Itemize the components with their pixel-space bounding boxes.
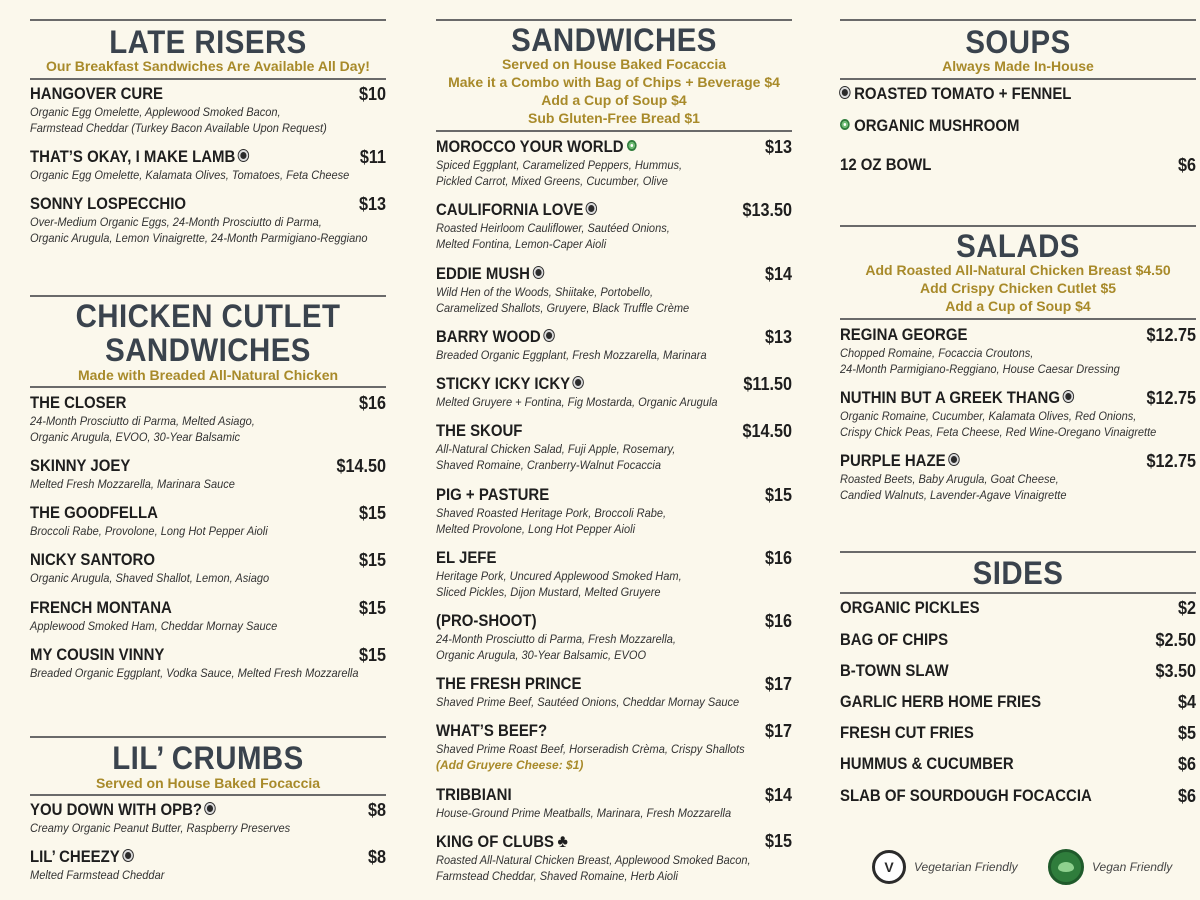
item-description: Melted Provolone, Long Hot Pepper Aioli	[436, 522, 636, 536]
item-name: THE GOODFELLA	[30, 503, 158, 522]
item-price: $2	[1177, 598, 1196, 618]
legend-label: Vegan Friendly	[1092, 860, 1173, 874]
item-name-text: THAT’S OKAY, I MAKE LAMB	[30, 147, 236, 166]
section-title-soups: SOUPS	[965, 24, 1071, 60]
side-item	[840, 692, 1196, 712]
item-description: Applewood Smoked Ham, Cheddar Mornay Sauce	[30, 619, 278, 633]
divider	[840, 318, 1196, 320]
section-subtitle: Made with Breaded All-Natural Chicken	[77, 367, 339, 383]
menu-item	[436, 674, 792, 710]
item-description: Creamy Organic Peanut Butter, Raspberry Preserves	[30, 821, 291, 835]
item-price: $6	[1177, 786, 1196, 806]
vegetarian-icon	[239, 150, 249, 161]
vegetarian-icon	[587, 203, 597, 214]
item-name: (PRO-SHOOT)	[436, 611, 537, 630]
item-description: Melted Farmstead Cheddar	[30, 868, 165, 882]
column-right	[840, 0, 1196, 900]
item-name: HANGOVER CURE	[30, 84, 163, 103]
legend-vegetarian	[872, 850, 1018, 884]
item-description: Organic Egg Omelette, Kalamata Olives, Tomatoes, Feta Cheese	[30, 168, 350, 182]
item-name	[436, 264, 543, 284]
item-description: Shaved Romaine, Cranberry-Walnut Focaccia	[436, 458, 661, 472]
item-description: Candied Walnuts, Lavender-Agave Vinaigrette	[840, 488, 1067, 502]
menu-item	[30, 503, 386, 539]
divider	[30, 78, 386, 80]
item-name-text: PURPLE HAZE	[840, 451, 946, 470]
item-description: Heritage Pork, Uncured Applewood Smoked Ham,	[436, 569, 682, 583]
item-price: $15	[764, 485, 792, 505]
section-subtitle: Add Crispy Chicken Cutlet $5	[919, 280, 1117, 296]
menu-item	[436, 485, 792, 537]
item-description: Shaved Prime Roast Beef, Horseradish Crèma, Crispy Shallots	[436, 742, 745, 756]
divider	[840, 592, 1196, 594]
menu-item	[30, 147, 386, 183]
item-description: Organic Romaine, Cucumber, Kalamata Olives, Red Onions,	[840, 409, 1137, 423]
item-name-text: MOROCCO YOUR WORLD	[436, 137, 624, 156]
item-name	[840, 84, 1071, 104]
item-name-text: NUTHIN BUT A GREEK THANG	[840, 388, 1060, 407]
item-note: (Add Gruyere Cheese: $1)	[436, 758, 584, 772]
vegetarian-icon	[574, 377, 584, 388]
menu-item	[436, 200, 792, 252]
section-title-chicken-cutlet: CHICKEN CUTLET	[75, 298, 341, 334]
item-description: House-Ground Prime Meatballs, Marinara, Fresh Mozzarella	[436, 806, 732, 820]
item-price: $11	[359, 147, 386, 167]
menu-item	[436, 374, 792, 410]
menu-item	[30, 550, 386, 586]
side-item	[840, 598, 1196, 618]
item-description: Pickled Carrot, Mixed Greens, Cucumber, Olive	[436, 174, 668, 188]
item-name: B-TOWN SLAW	[840, 661, 949, 680]
divider	[436, 19, 792, 21]
item-name: REGINA GEORGE	[840, 325, 968, 344]
item-price: $17	[764, 674, 792, 694]
item-name-text: LIL’ CHEEZY	[30, 847, 120, 866]
item-name	[840, 116, 1019, 136]
side-item	[840, 630, 1196, 650]
section-subtitle: Served on House Baked Focaccia	[501, 56, 727, 72]
section-subtitle: Sub Gluten-Free Bread $1	[528, 110, 700, 126]
divider	[840, 551, 1196, 553]
item-price: $3.50	[1155, 661, 1196, 681]
item-name	[436, 374, 583, 394]
item-price: $4	[1177, 692, 1196, 712]
item-description: Farmstead Cheddar, Shaved Romaine, Herb Aioli	[436, 869, 678, 883]
section-title-sides: SIDES	[972, 555, 1064, 591]
item-description: Chopped Romaine, Focaccia Croutons,	[840, 346, 1034, 360]
item-name: MY COUSIN VINNY	[30, 645, 165, 664]
item-description: Roasted Beets, Baby Arugula, Goat Cheese,	[840, 472, 1059, 486]
item-name: ORGANIC PICKLES	[840, 598, 980, 617]
item-name-text: YOU DOWN WITH OPB?	[30, 800, 203, 819]
item-name	[840, 451, 959, 471]
item-description: Wild Hen of the Woods, Shiitake, Portobello,	[436, 285, 654, 299]
soup-item	[840, 84, 1196, 104]
item-price: $6	[1177, 754, 1196, 774]
column-middle	[436, 0, 792, 900]
soup-item	[840, 116, 1196, 136]
item-description: Organic Egg Omelette, Applewood Smoked Bacon,	[30, 105, 281, 119]
item-name: SONNY LOSPECCHIO	[30, 194, 187, 213]
menu-item	[436, 421, 792, 473]
item-price: $13	[764, 137, 792, 157]
item-name	[436, 831, 568, 852]
item-price: $13	[358, 194, 386, 214]
vegetarian-icon	[544, 330, 554, 341]
item-price: $15	[358, 645, 386, 665]
item-description: Roasted Heirloom Cauliflower, Sautéed Onions,	[436, 221, 670, 235]
item-name-text: CAULIFORNIA LOVE	[436, 200, 584, 219]
item-price: $8	[367, 847, 386, 867]
section-subtitle: Our Breakfast Sandwiches Are Available All Day!	[46, 58, 370, 74]
item-price: $8	[367, 800, 386, 820]
divider	[436, 130, 792, 132]
item-name	[436, 200, 597, 220]
side-item	[840, 661, 1196, 681]
divider	[840, 225, 1196, 227]
item-name	[30, 800, 215, 820]
legend-label: Vegetarian Friendly	[914, 860, 1018, 874]
item-description: Organic Arugula, 30-Year Balsamic, EVOO	[436, 648, 647, 662]
menu-item	[30, 456, 386, 492]
vegan-icon	[627, 140, 637, 151]
item-description: Melted Gruyere + Fontina, Fig Mostarda, Organic Arugula	[436, 395, 718, 409]
item-description: 24-Month Parmigiano-Reggiano, House Caesar Dressing	[840, 362, 1120, 376]
vegan-icon	[840, 119, 850, 130]
menu-item	[30, 194, 386, 246]
section-subtitle: Served on House Baked Focaccia	[95, 775, 321, 791]
item-name: SKINNY JOEY	[30, 456, 131, 475]
item-description: Breaded Organic Eggplant, Fresh Mozzarella, Marinara	[436, 348, 707, 362]
menu-item	[436, 137, 792, 189]
menu-item	[436, 264, 792, 316]
divider	[30, 794, 386, 796]
item-description: Spiced Eggplant, Caramelized Peppers, Hummus,	[436, 158, 683, 172]
vegetarian-icon	[533, 267, 543, 278]
divider	[30, 386, 386, 388]
side-item	[840, 723, 1196, 743]
item-price: $12.75	[1146, 451, 1196, 471]
item-name: THE SKOUF	[436, 421, 523, 440]
menu-item	[436, 785, 792, 821]
item-price: $14	[764, 785, 792, 805]
item-description: Melted Fontina, Lemon-Caper Aioli	[436, 237, 607, 251]
menu-item	[30, 393, 386, 445]
item-price: $16	[358, 393, 386, 413]
item-description: Organic Arugula, Shaved Shallot, Lemon, Asiago	[30, 571, 270, 585]
item-price: $6	[1177, 155, 1196, 175]
section-subtitle: Add Roasted All-Natural Chicken Breast $4.50	[865, 262, 1171, 278]
item-price: $16	[764, 548, 792, 568]
item-name-text: ORGANIC MUSHROOM	[854, 116, 1020, 135]
side-item	[840, 786, 1196, 806]
item-price: $12.75	[1146, 325, 1196, 345]
menu-item	[30, 598, 386, 634]
item-description: Farmstead Cheddar (Turkey Bacon Available Upon Request)	[30, 121, 327, 135]
section-title-sandwiches: SANDWICHES	[511, 22, 717, 58]
item-name: THE FRESH PRINCE	[436, 674, 582, 693]
divider	[30, 295, 386, 297]
item-name: GARLIC HERB HOME FRIES	[840, 692, 1042, 711]
item-name: THE CLOSER	[30, 393, 127, 412]
item-name: NICKY SANTORO	[30, 550, 155, 569]
soup-bowl	[840, 155, 1196, 175]
section-subtitle: Add a Cup of Soup $4	[945, 298, 1091, 314]
item-description: Sliced Pickles, Dijon Mustard, Melted Gruyere	[436, 585, 661, 599]
item-name: HUMMUS & CUCUMBER	[840, 754, 1014, 773]
item-name	[840, 388, 1073, 408]
menu-item	[436, 721, 792, 773]
section-subtitle: Add a Cup of Soup $4	[541, 92, 687, 108]
vegetarian-icon	[206, 803, 216, 814]
section-title-lil-crumbs: LIL’ CRUMBS	[112, 740, 304, 776]
item-price: $2.50	[1155, 630, 1196, 650]
section-title-chicken-cutlet-line2: SANDWICHES	[105, 332, 311, 368]
vegetarian-badge-letter: V	[884, 859, 894, 875]
vegetarian-icon	[840, 87, 850, 98]
section-subtitle: Make it a Combo with Bag of Chips + Beverage $4	[448, 74, 780, 90]
item-description: Shaved Roasted Heritage Pork, Broccoli Rabe,	[436, 506, 667, 520]
vegetarian-icon	[1063, 391, 1073, 402]
item-price: $14.50	[742, 421, 792, 441]
vegetarian-icon	[949, 454, 959, 465]
item-description: Roasted All-Natural Chicken Breast, Applewood Smoked Bacon,	[436, 853, 751, 867]
menu-item	[30, 84, 386, 136]
item-price: $15	[358, 598, 386, 618]
item-name	[30, 147, 249, 167]
item-price: $17	[764, 721, 792, 741]
item-name: BAG OF CHIPS	[840, 630, 949, 649]
item-price: $15	[764, 831, 792, 851]
item-price: $13	[764, 327, 792, 347]
menu-item	[840, 325, 1196, 377]
item-description: Melted Fresh Mozzarella, Marinara Sauce	[30, 477, 235, 491]
item-price: $5	[1177, 723, 1196, 743]
menu-item	[436, 327, 792, 363]
item-price: $10	[358, 84, 386, 104]
divider	[30, 736, 386, 738]
item-name	[436, 327, 554, 347]
section-subtitle: Always Made In-House	[942, 58, 1094, 74]
divider	[840, 19, 1196, 21]
item-description: Over-Medium Organic Eggs, 24-Month Prosciutto di Parma,	[30, 215, 322, 229]
item-price: $12.75	[1146, 388, 1196, 408]
item-price: $16	[764, 611, 792, 631]
item-description: Organic Arugula, Lemon Vinaigrette, 24-Month Parmigiano-Reggiano	[30, 231, 368, 245]
section-title-late-risers: LATE RISERS	[109, 24, 307, 60]
item-name: EL JEFE	[436, 548, 497, 567]
item-description: Breaded Organic Eggplant, Vodka Sauce, Melted Fresh Mozzarella	[30, 666, 359, 680]
item-name-text: EDDIE MUSH	[436, 264, 530, 283]
item-name	[436, 137, 637, 157]
item-price: $15	[358, 550, 386, 570]
item-price: $14.50	[336, 456, 386, 476]
item-description: Organic Arugula, EVOO, 30-Year Balsamic	[30, 430, 241, 444]
item-price: $13.50	[742, 200, 792, 220]
item-name: FRESH CUT FRIES	[840, 723, 974, 742]
column-left	[30, 0, 386, 900]
item-name	[30, 847, 133, 867]
item-description: 24-Month Prosciutto di Parma, Fresh Mozzarella,	[436, 632, 676, 646]
item-description: All-Natural Chicken Salad, Fuji Apple, Rosemary,	[436, 442, 676, 456]
menu-item	[436, 831, 792, 884]
section-title-salads: SALADS	[956, 228, 1080, 264]
club-icon: ♣	[557, 831, 568, 851]
item-price: $11.50	[743, 374, 792, 394]
menu-item	[30, 847, 386, 883]
item-name: SLAB OF SOURDOUGH FOCACCIA	[840, 786, 1092, 805]
item-name: PIG + PASTURE	[436, 485, 550, 504]
menu-item	[840, 451, 1196, 503]
menu-item	[30, 645, 386, 681]
divider	[840, 78, 1196, 80]
legend-vegan	[1048, 849, 1172, 885]
item-price: $15	[358, 503, 386, 523]
item-name-text: ROASTED TOMATO + FENNEL	[854, 84, 1072, 103]
item-name: TRIBBIANI	[436, 785, 512, 804]
item-description: Crispy Chick Peas, Feta Cheese, Red Wine-Oregano Vinaigrette	[840, 425, 1157, 439]
item-name: 12 OZ BOWL	[840, 155, 932, 174]
item-name-text: KING OF CLUBS	[436, 832, 555, 851]
item-name-text: STICKY ICKY ICKY	[436, 374, 571, 393]
item-description: Shaved Prime Beef, Sautéed Onions, Cheddar Mornay Sauce	[436, 695, 740, 709]
divider	[30, 19, 386, 21]
item-description: Caramelized Shallots, Gruyere, Black Truffle Crème	[436, 301, 690, 315]
item-name-text: BARRY WOOD	[436, 327, 541, 346]
menu-item	[436, 611, 792, 663]
vegetarian-icon	[123, 850, 133, 861]
item-name: WHAT’S BEEF?	[436, 721, 548, 740]
side-item	[840, 754, 1196, 774]
item-description: 24-Month Prosciutto di Parma, Melted Asiago,	[30, 414, 255, 428]
vegan-badge-icon	[1048, 849, 1084, 885]
item-price: $14	[764, 264, 792, 284]
menu-item	[30, 800, 386, 836]
menu-item	[840, 388, 1196, 440]
menu-item	[436, 548, 792, 600]
item-description: Broccoli Rabe, Provolone, Long Hot Pepper Aioli	[30, 524, 268, 538]
vegetarian-badge-icon	[872, 850, 906, 884]
item-name: FRENCH MONTANA	[30, 598, 172, 617]
